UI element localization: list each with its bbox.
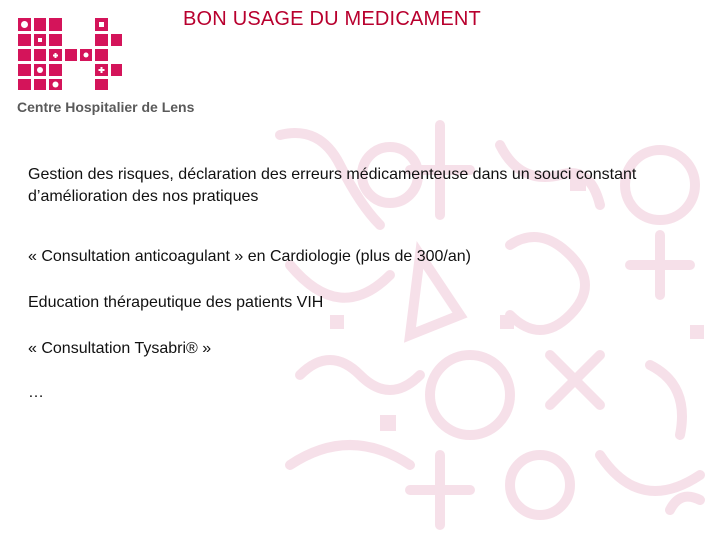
organization-name: Centre Hospitalier de Lens: [17, 99, 195, 115]
page-title: BON USAGE DU MEDICAMENT: [183, 8, 481, 30]
paragraph-anticoagulant-consultation: « Consultation anticoagulant » en Cardiologie (plus de 300/an): [28, 248, 471, 265]
paragraph-hiv-education: Education thérapeutique des patients VIH: [28, 294, 324, 311]
paragraph-tysabri-consultation: « Consultation Tysabri® »: [28, 340, 212, 357]
paragraph-ellipsis: …: [28, 384, 44, 401]
hospital-logo: [14, 16, 124, 92]
paragraph-risk-management: Gestion des risques, déclaration des erreurs médicamenteuse dans un souci constant d’amélioration des nos pratiques: [28, 166, 637, 205]
content-body: [28, 164, 668, 404]
